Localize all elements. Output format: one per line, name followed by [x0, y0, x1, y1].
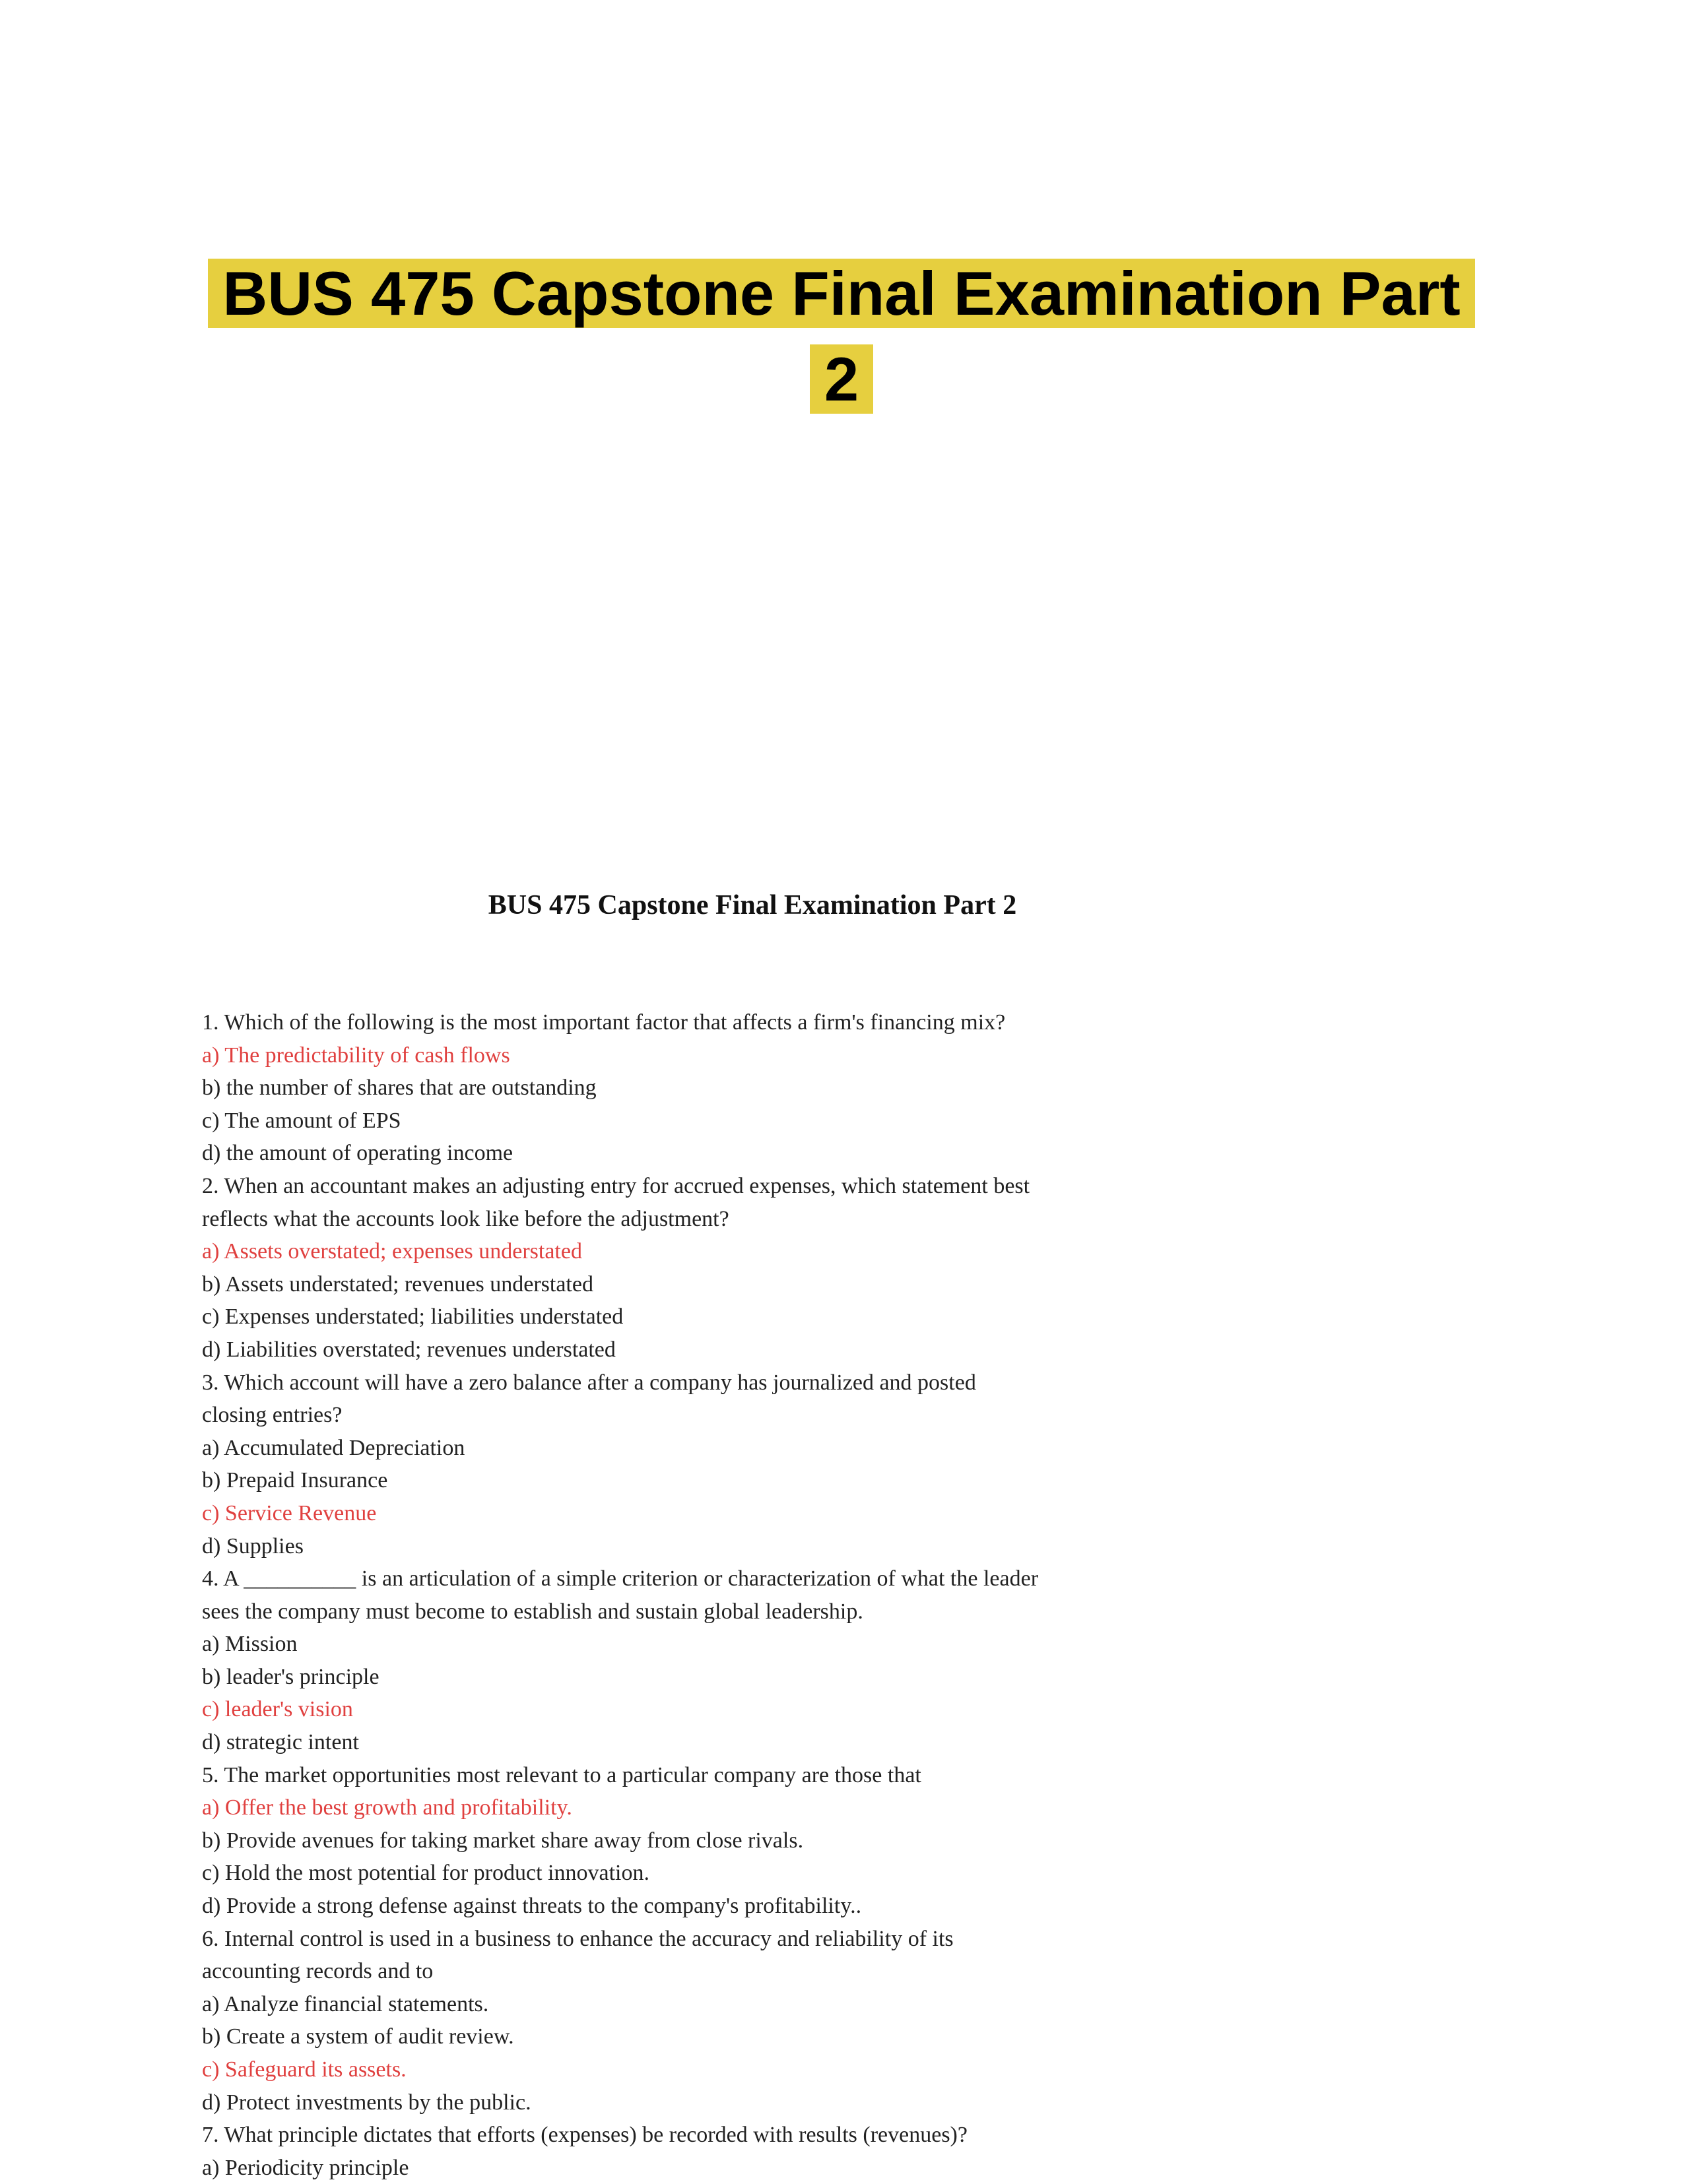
question-text-line: 5. The market opportunities most relevant to a particular company are those that: [202, 1762, 921, 1787]
question-text-line: d) the amount of operating income: [202, 1141, 513, 1166]
question-text-line: a) Periodicity principle: [202, 2155, 409, 2180]
correct-answer-line: a) The predictability of cash flows: [202, 1043, 510, 1068]
question-text-line: c) The amount of EPS: [202, 1108, 401, 1133]
question-text-line: d) Protect investments by the public.: [202, 2090, 531, 2115]
correct-answer-line: c) leader's vision: [202, 1697, 353, 1722]
banner-title-line-1: BUS 475 Capstone Final Examination Part: [208, 259, 1474, 328]
question-text-line: a) Mission: [202, 1632, 298, 1657]
question-text-line: 4. A __________ is an articulation of a simple criterion or characterization of what the leader: [202, 1566, 1039, 1591]
question-text-line: sees the company must become to establish and sustain global leadership.: [202, 1599, 863, 1624]
question-text-line: 6. Internal control is used in a business to enhance the accuracy and reliability of its: [202, 1926, 954, 1951]
question-text-line: b) the number of shares that are outstanding: [202, 1076, 597, 1101]
question-text-line: d) Liabilities overstated; revenues understated: [202, 1337, 616, 1362]
question-text-line: a) Accumulated Depreciation: [202, 1435, 465, 1460]
banner-title-line-2: 2: [810, 344, 873, 414]
question-text-line: d) strategic intent: [202, 1730, 359, 1755]
question-text-line: 2. When an accountant makes an adjusting entry for accrued expenses, which statement best: [202, 1173, 1030, 1198]
question-text-line: 3. Which account will have a zero balance after a company has journalized and posted: [202, 1370, 976, 1395]
document-title: BUS 475 Capstone Final Examination Part 2: [488, 890, 1017, 920]
question-text-line: b) Assets understated; revenues understated: [202, 1271, 593, 1297]
question-text-line: b) Prepaid Insurance: [202, 1468, 388, 1493]
question-text-line: accounting records and to: [202, 1959, 434, 1984]
question-text-line: 7. What principle dictates that efforts (expenses) be recorded with results (revenues)?: [202, 2123, 968, 2148]
question-text-line: d) Supplies: [202, 1533, 304, 1558]
question-text-line: b) leader's principle: [202, 1664, 380, 1689]
question-list: [202, 1006, 1152, 2184]
question-text-line: c) Hold the most potential for product innovation.: [202, 1861, 649, 1886]
question-text-line: a) Analyze financial statements.: [202, 1991, 489, 2016]
question-text-line: b) Provide avenues for taking market share away from close rivals.: [202, 1828, 804, 1853]
correct-answer-line: a) Assets overstated; expenses understated: [202, 1239, 582, 1264]
correct-answer-line: c) Service Revenue: [202, 1500, 377, 1526]
question-text-line: d) Provide a strong defense against threats to the company's profitability..: [202, 1894, 862, 1919]
banner-title: [169, 251, 1514, 422]
correct-answer-line: a) Offer the best growth and profitability.: [202, 1795, 572, 1820]
question-text-line: reflects what the accounts look like before the adjustment?: [202, 1206, 729, 1231]
question-text-line: 1. Which of the following is the most important factor that affects a firm's financing mix?: [202, 1010, 1006, 1035]
question-text-line: closing entries?: [202, 1403, 343, 1428]
correct-answer-line: c) Safeguard its assets.: [202, 2057, 407, 2082]
question-text-line: b) Create a system of audit review.: [202, 2024, 514, 2049]
question-text-line: c) Expenses understated; liabilities understated: [202, 1304, 624, 1330]
